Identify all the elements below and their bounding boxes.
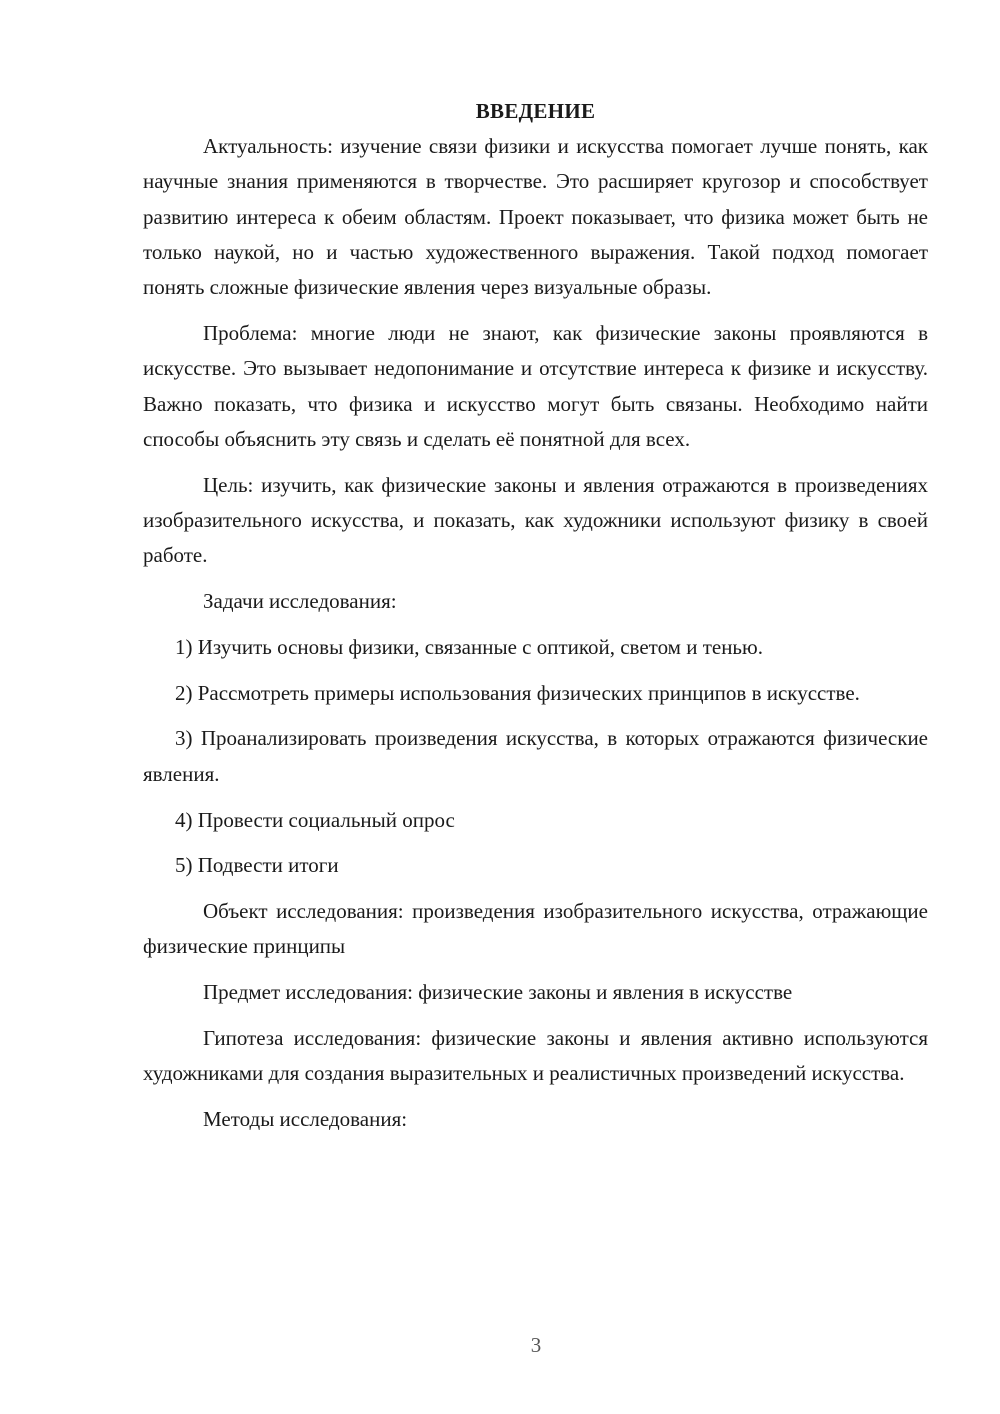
subject-paragraph: Предмет исследования: физические законы и явления в искусстве [203, 980, 793, 1005]
page-content [143, 94, 928, 1148]
tasks-heading: Задачи исследования: [203, 589, 397, 614]
object-paragraph: Объект исследования: произведения изобразительного искусства, отражающие физические принципы [143, 899, 928, 959]
hypothesis-paragraph: Гипотеза исследования: физические законы и явления активно используются художниками для создания выразительных и реалистичных произведений искусства. [143, 1026, 928, 1086]
task-item-1: 1) Изучить основы физики, связанные с оптикой, светом и тенью. [175, 634, 763, 659]
problem-paragraph: Проблема: многие люди не знают, как физические законы проявляются в искусстве. Это вызывает недопонимание и отсутствие интереса к физике и искусству. Важно показать, что физика и искусство могут быть связаны. Необходимо найти способы объяснить эту связь и сделать её понятной для всех. [143, 320, 928, 451]
task-item-4: 4) Провести социальный опрос [175, 807, 455, 832]
task-item-3: 3) Проанализировать произведения искусства, в которых отражаются физические явления. [143, 726, 928, 786]
relevance-paragraph: Актуальность: изучение связи физики и искусства помогает лучше понять, как научные знания применяются в творчестве. Это расширяет кругозор и способствует развитию интереса к обеим областям. Проект показывает, что физика может быть не только наукой, но и частью художественного выражения. Такой подход помогает понять сложные физические явления через визуальные образы. [143, 134, 928, 300]
goal-paragraph: Цель: изучить, как физические законы и явления отражаются в произведениях изобразительного искусства, и показать, как художники используют физику в своей работе. [143, 472, 928, 568]
section-title: ВВЕДЕНИЕ [475, 99, 596, 123]
task-item-5: 5) Подвести итоги [175, 853, 339, 878]
task-item-2: 2) Рассмотреть примеры использования физических принципов в искусстве. [175, 680, 860, 705]
page-number: 3 [530, 1333, 542, 1357]
methods-heading: Методы исследования: [203, 1107, 408, 1132]
